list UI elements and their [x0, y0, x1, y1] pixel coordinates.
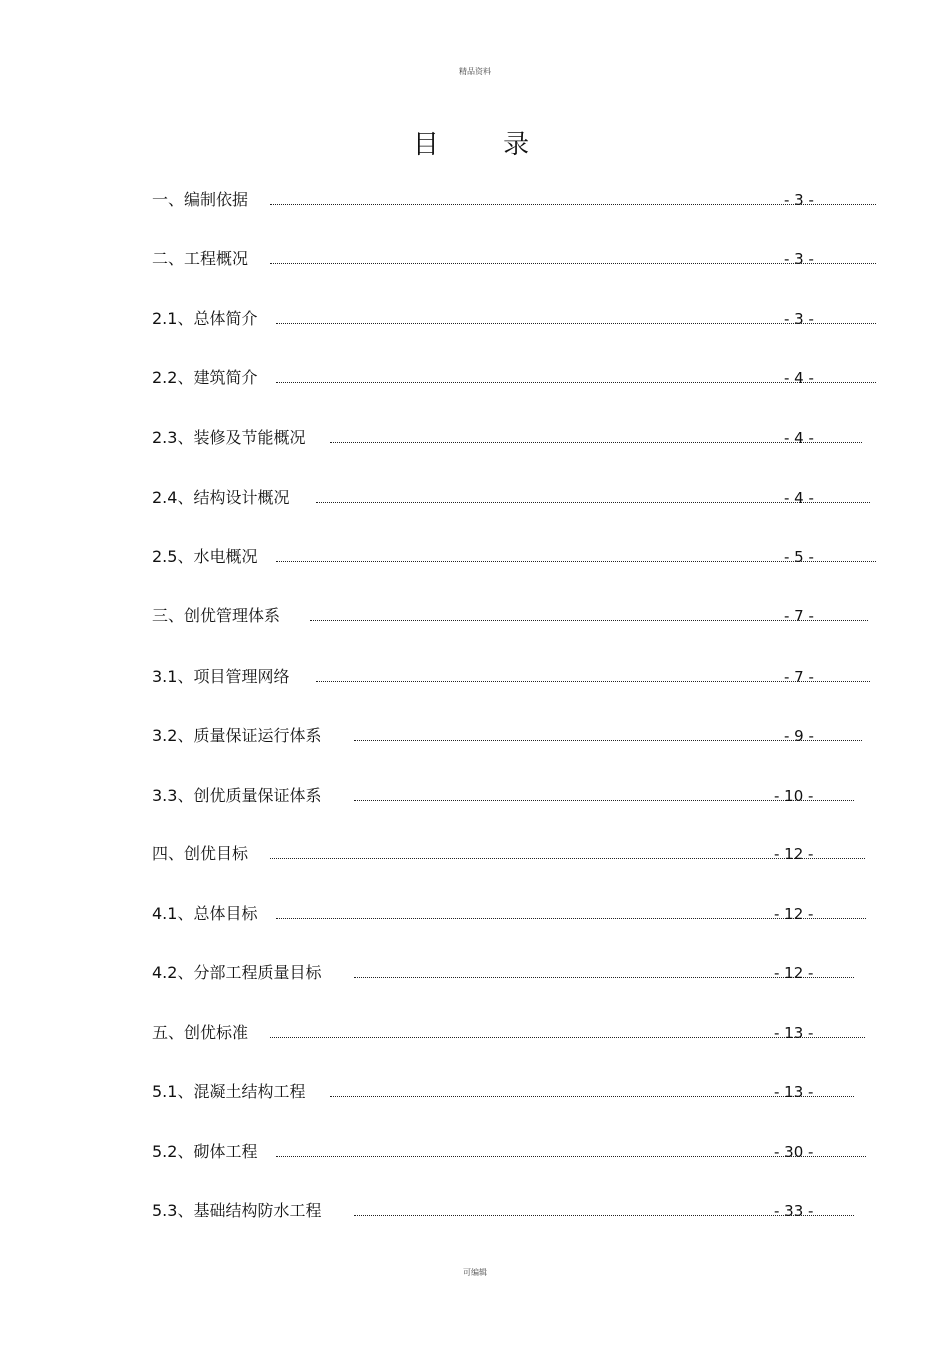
toc-entry — [152, 366, 876, 392]
toc-entry-page: - 9 - — [784, 727, 814, 745]
toc-entry-label: 5.3、基础结构防水工程 — [152, 1201, 322, 1220]
toc-entry — [152, 247, 876, 273]
toc-entry — [152, 545, 876, 571]
toc-entry-label: 4.2、分部工程质量目标 — [152, 963, 322, 982]
toc-entry-page: - 12 - — [774, 905, 814, 923]
toc-entry-page: - 4 - — [784, 489, 814, 507]
toc-entry — [152, 961, 876, 987]
toc-entry-page: - 5 - — [784, 548, 814, 566]
toc-entry — [152, 665, 876, 691]
toc-entry-label: 2.1、总体简介 — [152, 309, 258, 328]
toc-entry-page: - 7 - — [784, 607, 814, 625]
toc-entry-page: - 4 - — [784, 429, 814, 447]
toc-entry-label: 2.4、结构设计概况 — [152, 488, 290, 507]
page-footer-note: 可编辑 — [463, 1268, 487, 1277]
toc-entry — [152, 842, 876, 868]
toc-entry-label: 2.2、建筑简介 — [152, 368, 258, 387]
toc-entry — [152, 784, 876, 810]
toc-entry-label: 5.2、砌体工程 — [152, 1142, 258, 1161]
toc-entry-page: - 3 - — [784, 191, 814, 209]
toc-entry-page: - 13 - — [774, 1024, 814, 1042]
toc-entry — [152, 1199, 876, 1225]
toc-entry-label: 4.1、总体目标 — [152, 904, 258, 923]
toc-entry — [152, 902, 876, 928]
toc-entry-page: - 7 - — [784, 668, 814, 686]
toc-title: 目 录 — [412, 130, 558, 160]
toc-entry-page: - 12 - — [774, 845, 814, 863]
toc-entry-label: 3.2、质量保证运行体系 — [152, 726, 322, 745]
toc-entry-page: - 33 - — [774, 1202, 814, 1220]
toc-entry-page: - 4 - — [784, 369, 814, 387]
toc-entry-label: 2.5、水电概况 — [152, 547, 258, 566]
toc-entry-page: - 12 - — [774, 964, 814, 982]
toc-entry-label: 3.3、创优质量保证体系 — [152, 786, 322, 805]
toc-entry-page: - 3 - — [784, 250, 814, 268]
page-header-note: 精品资料 — [459, 67, 491, 76]
toc-entry-label: 3.1、项目管理网络 — [152, 667, 290, 686]
toc-entry — [152, 724, 876, 750]
toc-entry-page: - 3 - — [784, 310, 814, 328]
toc-entry-label: 三、创优管理体系 — [152, 606, 281, 625]
toc-entry — [152, 426, 876, 452]
toc-entry — [152, 486, 876, 512]
toc-entry-page: - 30 - — [774, 1143, 814, 1161]
toc-entry-page: - 13 - — [774, 1083, 814, 1101]
toc-entry-label: 5.1、混凝土结构工程 — [152, 1082, 306, 1101]
toc-entry-label: 四、创优目标 — [152, 844, 249, 863]
toc-entry-label: 五、创优标准 — [152, 1023, 249, 1042]
toc-entry-label: 一、编制依据 — [152, 190, 249, 209]
toc-entry — [152, 1021, 876, 1047]
toc-entry-label: 2.3、装修及节能概况 — [152, 428, 306, 447]
toc-entry — [152, 188, 876, 214]
toc-entry — [152, 604, 876, 630]
toc-entry-label: 二、工程概况 — [152, 249, 249, 268]
toc-entry — [152, 1140, 876, 1166]
toc-entry — [152, 307, 876, 333]
toc-entry-leader — [330, 442, 862, 443]
toc-entry-page: - 10 - — [774, 787, 814, 805]
toc-entry — [152, 1080, 876, 1106]
